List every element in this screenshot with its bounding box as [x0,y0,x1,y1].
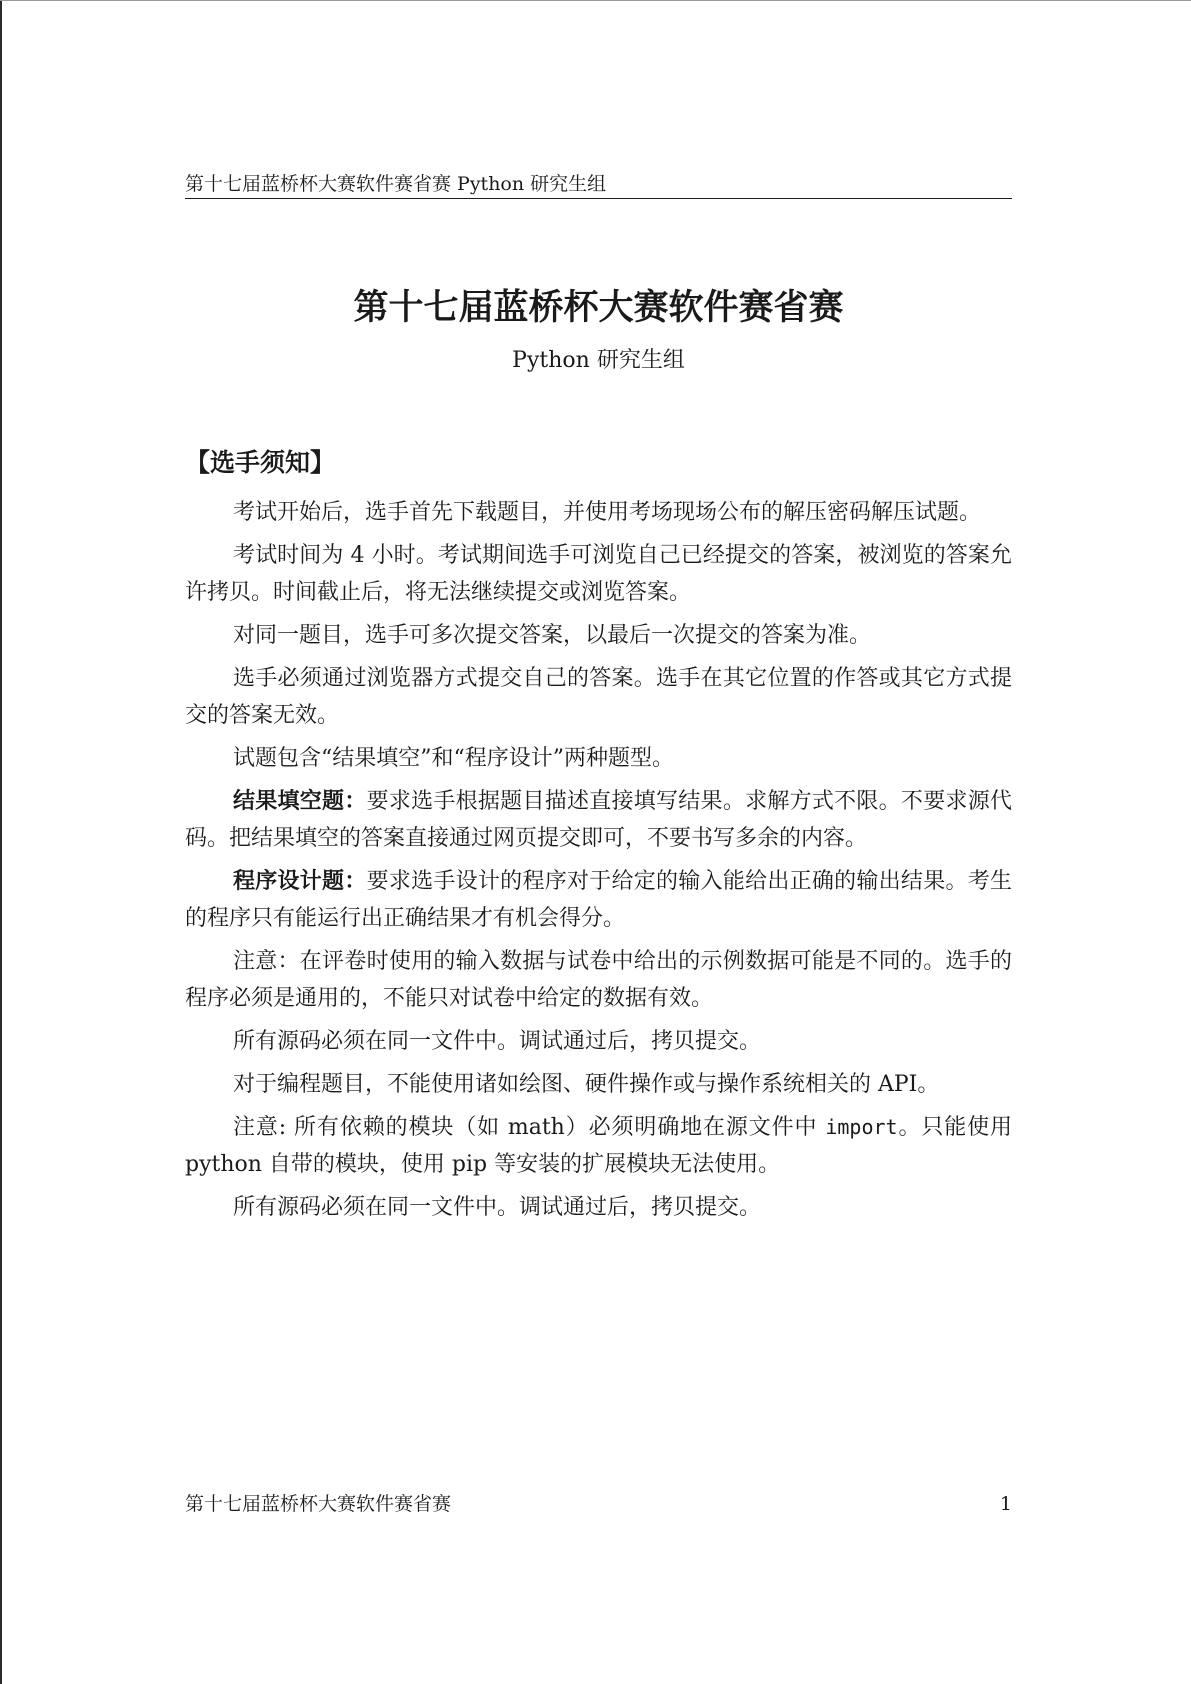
paragraph-text: 试题包含“结果填空”和“程序设计”两种题型。 [233,746,674,771]
paragraph-text: 要求选手根据题目描述直接填写结果。求解方式不限。不要求源代码。把结果填空的答案直接通过网页提交即可，不要书写多余的内容。 [185,789,1012,851]
paragraph-no-os-api [185,1066,1012,1103]
page-edge-top [0,0,1191,1]
paragraph-text: 选手必须通过浏览器方式提交自己的答案。选手在其它位置的作答或其它方式提交的答案无效。 [185,666,1012,728]
page-number: 1 [999,1493,1012,1515]
document-subtitle: Python 研究生组 [512,348,685,373]
running-header: 第十七届蓝桥杯大赛软件赛省赛 Python 研究生组 [185,173,607,195]
instructions-body [185,494,1012,1232]
paragraph-text: 对于编程题目，不能使用诸如绘图、硬件操作或与操作系统相关的 API。 [233,1072,940,1097]
page-edge-left [0,0,2,1684]
section-heading: 【选手须知】 [185,448,336,477]
inline-code: import [825,1115,898,1139]
header-rule [185,198,1012,199]
paragraph-text: 考试开始后，选手首先下载题目，并使用考场现场公布的解压密码解压试题。 [233,500,982,525]
paragraph-text: 对同一题目，选手可多次提交答案，以最后一次提交的答案为准。 [233,623,872,648]
paragraph-download [185,494,1012,531]
paragraph-text: 注意：在评卷时使用的输入数据与试卷中给出的示例数据可能是不同的。选手的程序必须是通用的，不能只对试卷中给定的数据有效。 [185,949,1012,1011]
paragraph-programming [185,863,1012,937]
paragraph-text: 所有源码必须在同一文件中。调试通过后，拷贝提交。 [233,1029,762,1054]
paragraph-single-file [185,1023,1012,1060]
paragraph-text: 。只能使用 python 自带的模块，使用 pip 等安装的扩展模块无法使用。 [185,1115,1012,1177]
paragraph-text: 要求选手设计的程序对于给定的输入能给出正确的输出结果。考生的程序只有能运行出正确结果才有机会得分。 [185,869,1012,931]
paragraph-fill-in [185,783,1012,857]
paragraph-modules-note [185,1109,1012,1183]
paragraph-lead: 结果填空题： [233,789,367,814]
paragraph-text: 所有源码必须在同一文件中。调试通过后，拷贝提交。 [233,1195,762,1220]
paragraph-resubmit [185,617,1012,654]
paragraph-lead: 程序设计题： [233,869,367,894]
paragraph-browser-submit [185,660,1012,734]
document-title: 第十七届蓝桥杯大赛软件赛省赛 [353,288,844,328]
paragraph-text: 考试时间为 4 小时。考试期间选手可浏览自己已经提交的答案，被浏览的答案允许拷贝。时间截止后，将无法继续提交或浏览答案。 [185,543,1012,605]
paragraph-question-types [185,740,1012,777]
paragraph-text: 注意: 所有依赖的模块（如 math）必须明确地在源文件中 [233,1115,826,1140]
paragraph-single-file-repeat [185,1189,1012,1226]
running-footer: 第十七届蓝桥杯大赛软件赛省赛 [185,1493,452,1515]
paragraph-duration [185,537,1012,611]
paragraph-test-data-note [185,943,1012,1017]
